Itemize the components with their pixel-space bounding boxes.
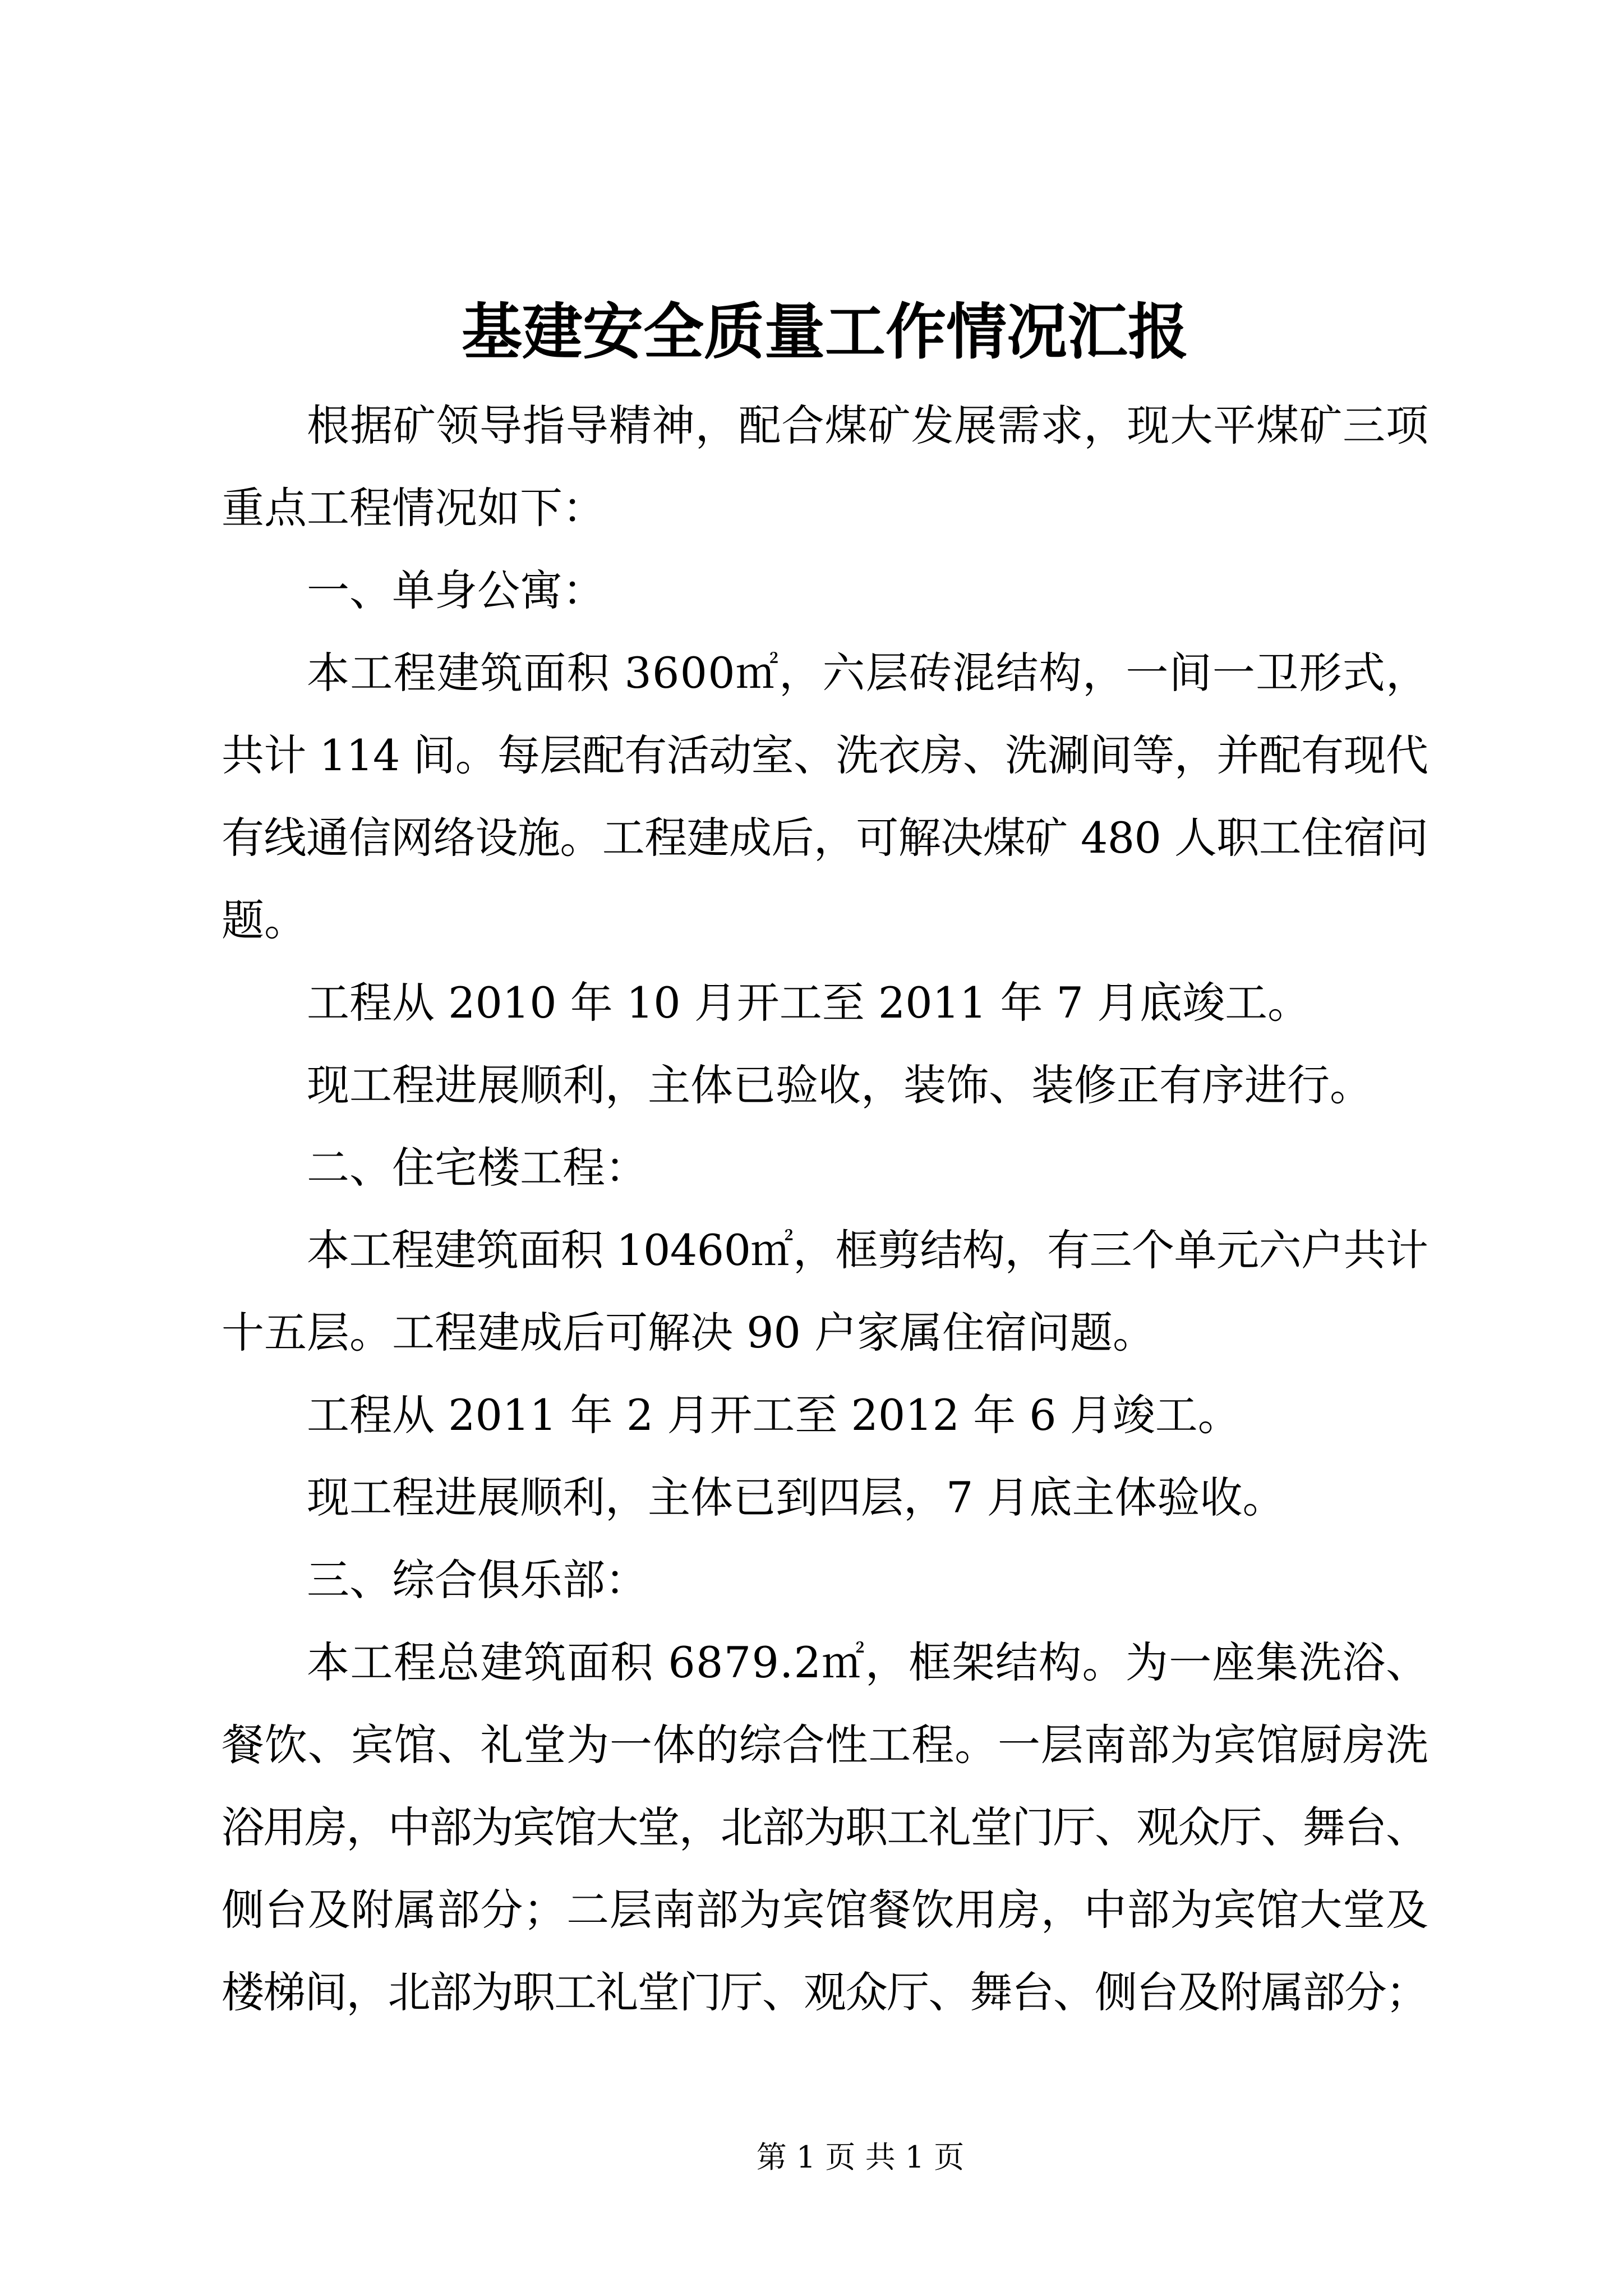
line-text: 本工程建筑面积 10460㎡，框剪结构，有三个单元六户共计 <box>307 1225 1428 1275</box>
line-text: 三、综合俱乐部： <box>307 1555 648 1605</box>
text-line <box>222 1291 1428 1374</box>
text-line <box>222 1209 1428 1291</box>
line-text: 有线通信网络设施。工程建成后，可解决煤矿 480 人职工住宿问 <box>222 813 1428 863</box>
line-text: 共计 114 间。每层配有活动室、洗衣房、洗涮间等，并配有现代 <box>222 730 1428 780</box>
text-line <box>222 1044 1428 1126</box>
paragraph-club-description <box>222 1621 1428 2033</box>
line-text: 十五层。工程建成后可解决 90 户家属住宿问题。 <box>222 1308 1156 1358</box>
line-text: 本工程总建筑面积 6879.2㎡，框架结构。为一座集洗浴、 <box>307 1637 1430 1687</box>
paragraph-apartment-description <box>222 632 1428 961</box>
line-text: 现工程进展顺利，主体已到四层，7 月底主体验收。 <box>307 1473 1285 1522</box>
text-line <box>222 1621 1428 1704</box>
paragraph-apartment-progress <box>222 1044 1428 1126</box>
section-heading-residential <box>222 1126 1428 1209</box>
paragraph-residential-schedule <box>222 1374 1428 1456</box>
paragraph-apartment-schedule <box>222 961 1428 1044</box>
line-text: 工程从 2010 年 10 月开工至 2011 年 7 月底竣工。 <box>307 978 1311 1028</box>
text-line <box>222 1374 1428 1456</box>
paragraph-residential-description <box>222 1209 1428 1374</box>
text-line <box>222 467 1428 549</box>
text-line <box>222 1704 1428 1786</box>
text-line <box>222 797 1428 879</box>
section-heading-club <box>222 1539 1428 1621</box>
text-line <box>222 384 1428 467</box>
text-line <box>222 1539 1428 1621</box>
text-line <box>222 961 1428 1044</box>
text-line <box>222 549 1428 632</box>
line-text: 楼梯间，北部为职工礼堂门厅、观众厅、舞台、侧台及附属部分； <box>222 1967 1428 2017</box>
line-text: 本工程建筑面积 3600㎡，六层砖混结构，一间一卫形式， <box>307 648 1430 698</box>
text-line <box>222 1126 1428 1209</box>
document-body <box>222 384 1428 2033</box>
text-line <box>222 1786 1428 1869</box>
line-text: 重点工程情况如下： <box>222 483 605 533</box>
page-number-footer: 第 1 页 共 1 页 <box>756 2139 965 2175</box>
text-line <box>222 1869 1428 1951</box>
line-text: 二、住宅楼工程： <box>307 1143 648 1193</box>
document-title: 基建安全质量工作情况汇报 <box>461 297 1188 367</box>
line-text: 根据矿领导指导精神，配合煤矿发展需求，现大平煤矿三项 <box>307 401 1429 450</box>
line-text: 一、单身公寓： <box>307 565 605 615</box>
text-line <box>222 714 1428 797</box>
line-text: 现工程进展顺利，主体已验收，装饰、装修正有序进行。 <box>307 1060 1372 1110</box>
line-text: 题。 <box>222 895 307 945</box>
section-heading-apartment <box>222 549 1428 632</box>
line-text: 工程从 2011 年 2 月开工至 2012 年 6 月竣工。 <box>307 1390 1241 1440</box>
line-text: 餐饮、宾馆、礼堂为一体的综合性工程。一层南部为宾馆厨房洗 <box>222 1720 1429 1770</box>
line-text: 浴用房，中部为宾馆大堂，北部为职工礼堂门厅、观众厅、舞台、 <box>222 1802 1428 1852</box>
text-line <box>222 1456 1428 1539</box>
line-text: 侧台及附属部分；二层南部为宾馆餐饮用房，中部为宾馆大堂及 <box>222 1885 1429 1935</box>
text-line <box>222 879 1428 961</box>
text-line <box>222 632 1428 714</box>
paragraph-residential-progress <box>222 1456 1428 1539</box>
paragraph-intro <box>222 384 1428 549</box>
text-line <box>222 1951 1428 2033</box>
